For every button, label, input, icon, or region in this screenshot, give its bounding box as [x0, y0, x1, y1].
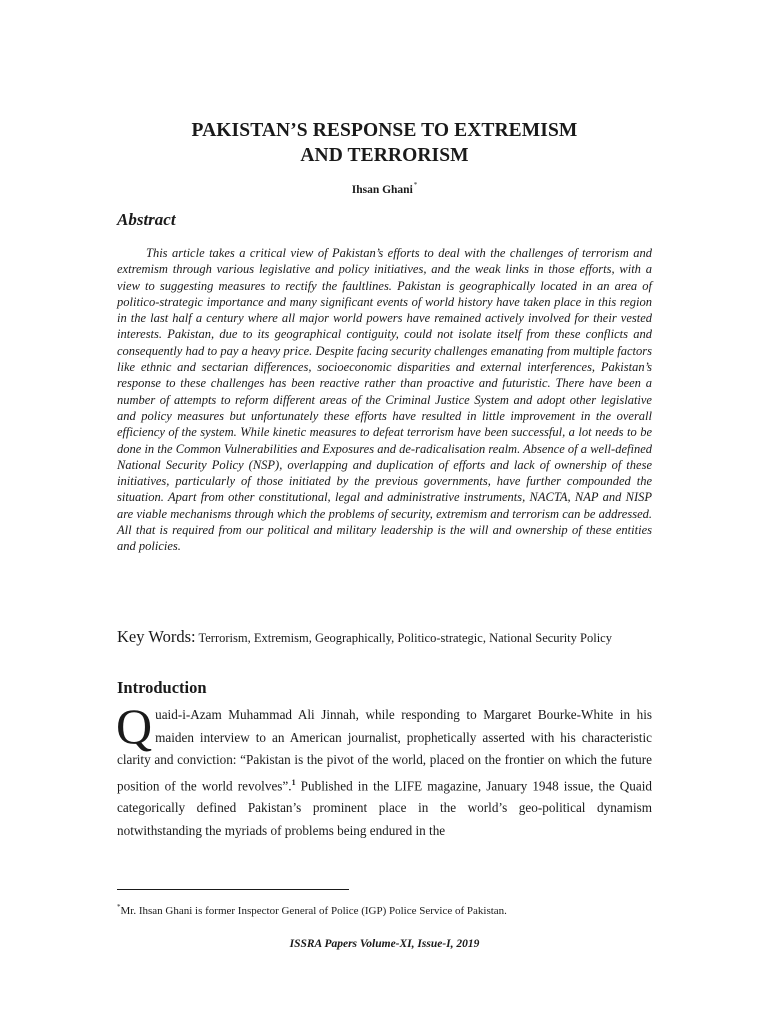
author-line [117, 178, 652, 197]
article-title [117, 118, 652, 168]
drop-cap: Q [116, 698, 153, 754]
intro-text-part-1: uaid-i-Azam Muhammad Ali Jinnah, while responding to Margaret Bourke-White in his maiden interview to an American journalist, prophetically asserted with his characteristic clarity and conviction: “Pakistan is the pivot of the world, placed on the frontier on which the future position of the world revolves”. [117, 707, 652, 793]
reference-marker: 1 [291, 777, 296, 787]
keywords-list: Terrorism, Extremism, Geographically, Politico-strategic, National Security Policy [195, 631, 612, 645]
title-line-1: PAKISTAN’S RESPONSE TO EXTREMISM [191, 120, 578, 141]
abstract-heading: Abstract [117, 210, 176, 229]
keywords [117, 628, 652, 647]
abstract-text: This article takes a critical view of Pakistan’s efforts to deal with the challenges of terrorism and extremism through various legislative and policy initiatives, and the weak links in those efforts, with a view to suggesting measures to rectify the faultlines. Pakistan is geographically located in an area of politico-strategic importance and many significant events of world history have taken place in this region in the last half a century where all major world powers have remained actively involved for their vested interests. Pakistan, due to its geographical contiguity, could not isolate itself from these conflicts and consequently had to pay a heavy price. Despite facing security challenges emanating from multiple factors like ethnic and sectarian differences, socioeconomic disparities and external interferences, Pakistan’s response to these challenges has been reactive rather than proactive and futuristic. There have been a number of attempts to reform different areas of the Criminal Justice System and adopt other legislative and policy measures but unfortunately these efforts have resulted in little improvement in the overall efficiency of the system. While kinetic measures to defeat terrorism have been successful, a lot needs to be done in the Common Vulnerabilities and Exposures and de-radicalisation realm. Absence of a well-defined National Security Policy (NSP), overlapping and duplication of efforts and lack of ownership of these initiatives, particularly of those initiated by the previous governments, have further compounded the situation. Apart from other constitutional, legal and administrative instruments, NACTA, NAP and NISP are viable mechanisms through which the problems of security, extremism and terrorism can be addressed. All that is required from our political and military leadership is the will and ownership of these entities and policies. [117, 246, 652, 554]
footnote-marker: * [117, 903, 121, 911]
footnote-text: Mr. Ihsan Ghani is former Inspector General of Police (IGP) Police Service of Pakistan. [120, 905, 507, 917]
footnote [117, 900, 652, 918]
keywords-label: Key Words [117, 627, 191, 646]
author-name: Ihsan Ghani [351, 184, 413, 196]
intro-text-part-2: Published in the LIFE magazine, January 1948 issue, the Quaid categorically defined Pakistan’s prominent place in the world’s geo-political dynamism notwithstanding the myriads of problems being endured in the [117, 777, 652, 838]
introduction-heading: Introduction [117, 678, 207, 697]
author-footnote-marker: * [413, 181, 418, 189]
title-line-2: AND TERRORISM [300, 145, 469, 166]
introduction-paragraph [116, 698, 652, 842]
keywords-colon: : [190, 627, 196, 646]
page-footer: ISSRA Papers Volume-XI, Issue-I, 2019 [289, 938, 480, 950]
footnote-divider [117, 889, 349, 890]
